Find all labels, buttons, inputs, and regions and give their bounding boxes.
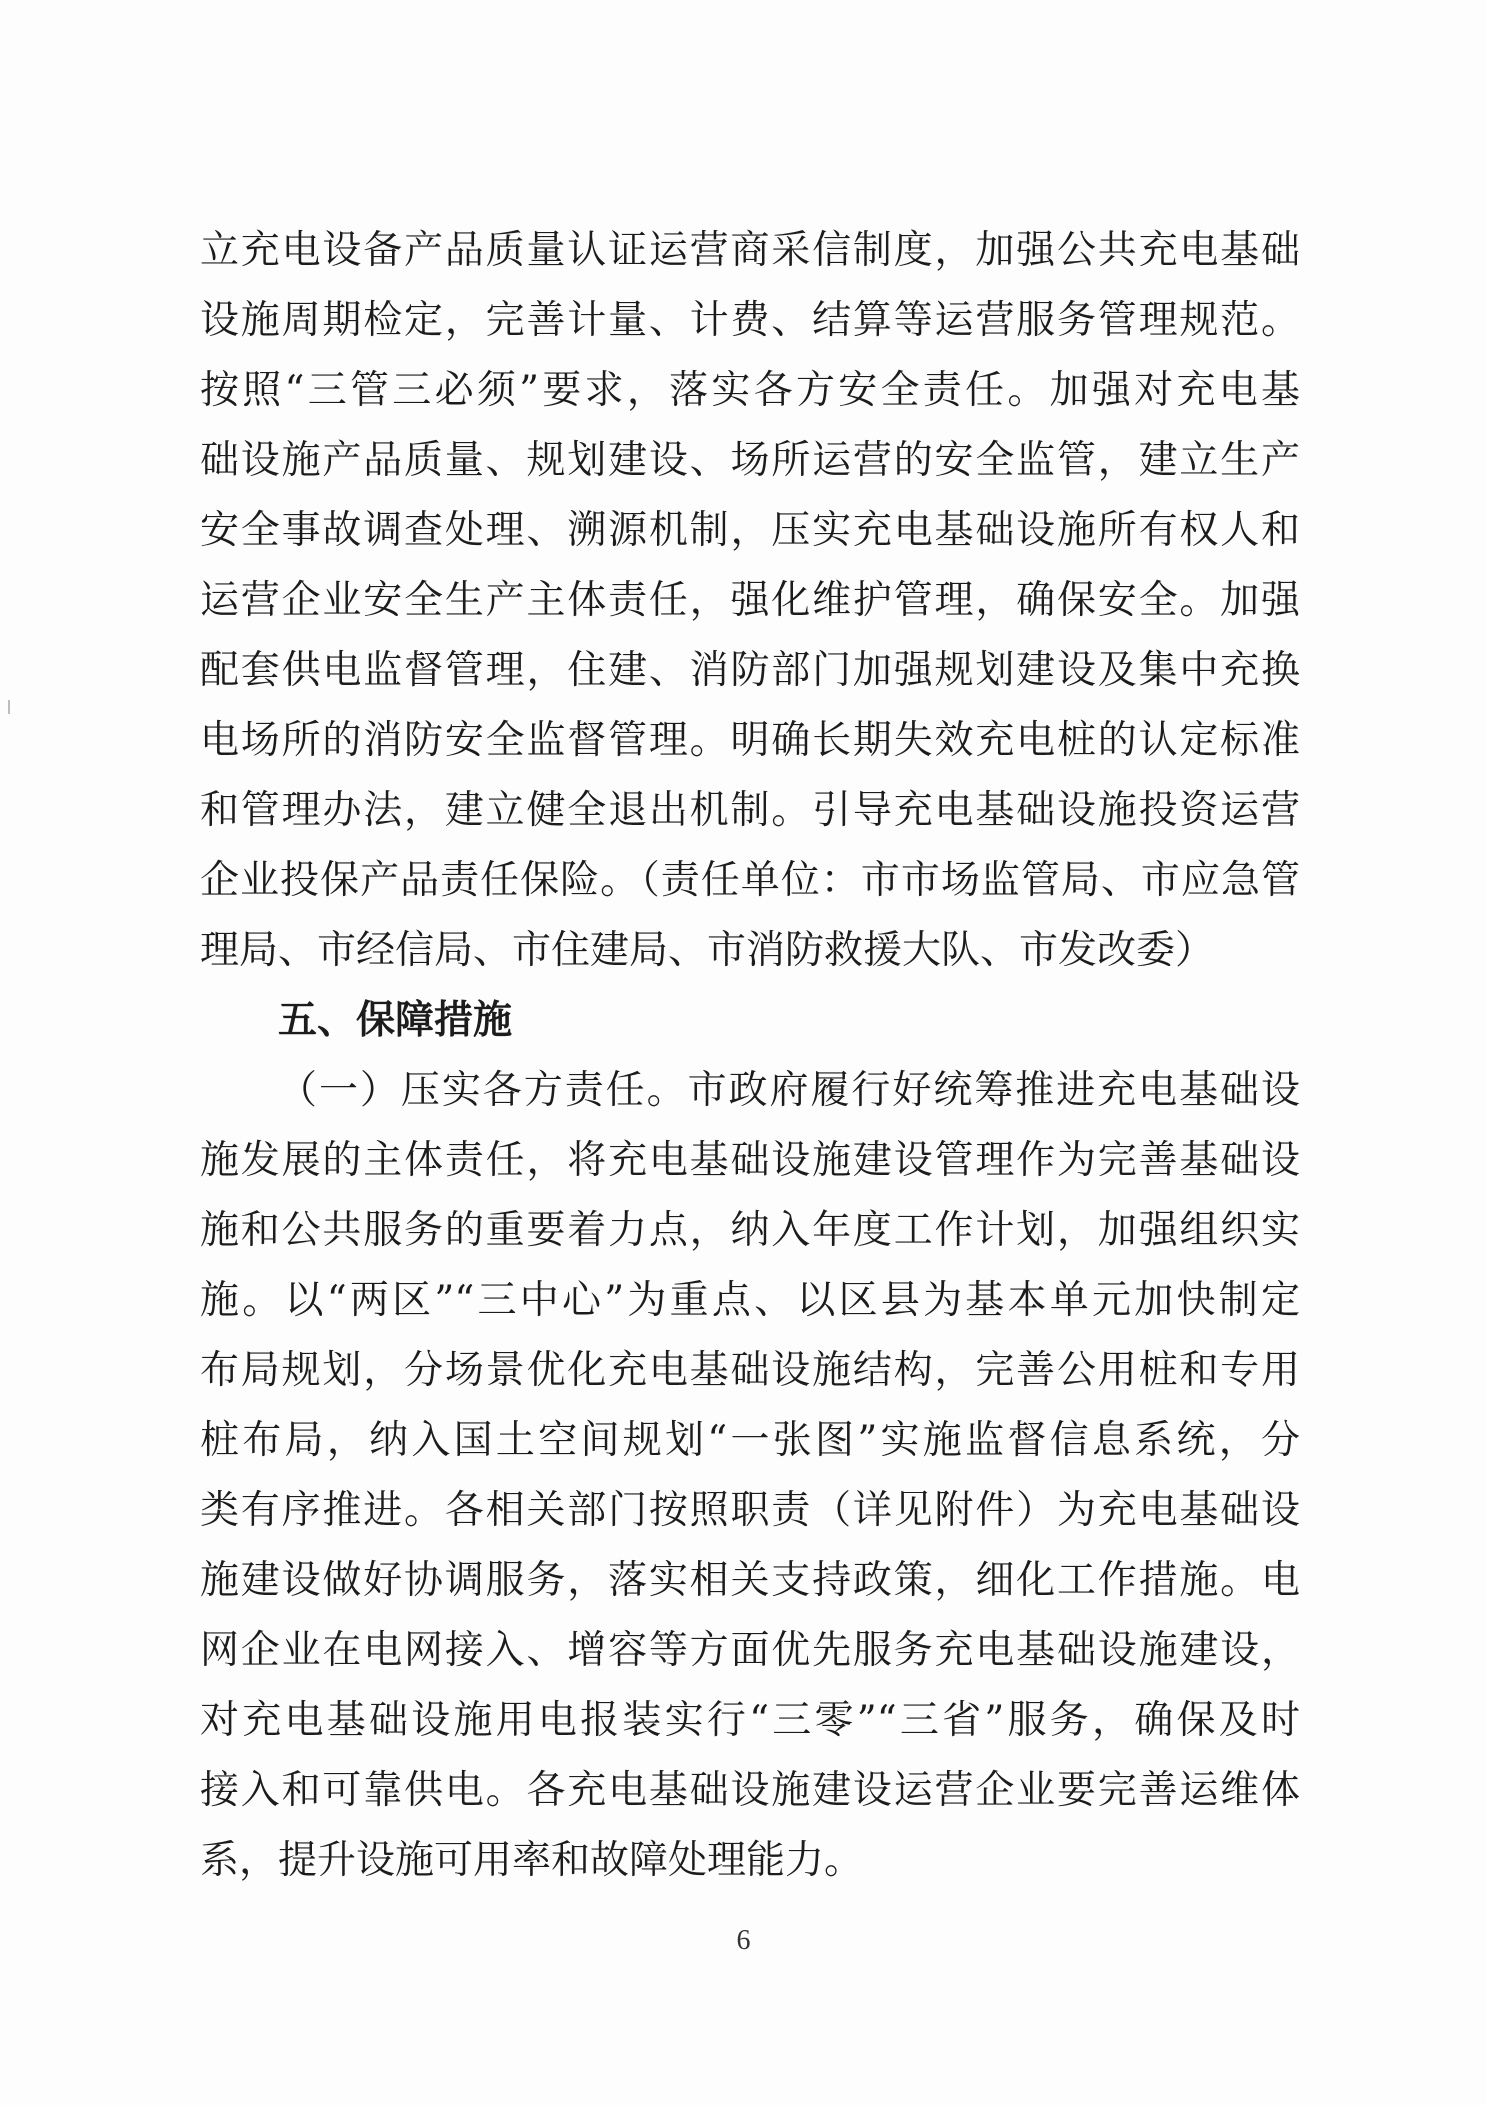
body-line: 企业投保产品责任保险。（责任单位：市市场监管局、市应急管: [200, 858, 1300, 903]
body-line: 安全事故调查处理、溯源机制，压实充电基础设施所有权人和: [200, 508, 1300, 553]
scan-mark: [8, 700, 10, 714]
body-line: 理局、市经信局、市住建局、市消防救援大队、市发改委）: [200, 928, 1215, 973]
body-line: 系，提升设施可用率和故障处理能力。: [200, 1838, 864, 1883]
body-line: 桩布局，纳入国土空间规划“一张图”实施监督信息系统，分: [200, 1418, 1300, 1463]
body-line: 对充电基础设施用电报装实行“三零”“三省”服务，确保及时: [200, 1698, 1300, 1743]
body-line: 类有序推进。各相关部门按照职责（详见附件）为充电基础设: [200, 1488, 1300, 1533]
page-number: 6: [736, 1925, 751, 1956]
body-line: 接入和可靠供电。各充电基础设施建设运营企业要完善运维体: [200, 1768, 1300, 1813]
body-line: 电场所的消防安全监督管理。明确长期失效充电桩的认定标准: [200, 718, 1300, 763]
body-line: 配套供电监督管理，住建、消防部门加强规划建设及集中充换: [200, 648, 1300, 693]
body-line: 网企业在电网接入、增容等方面优先服务充电基础设施建设，: [200, 1628, 1300, 1673]
body-line: 和管理办法，建立健全退出机制。引导充电基础设施投资运营: [200, 788, 1300, 833]
body-line: 按照“三管三必须”要求，落实各方安全责任。加强对充电基: [200, 368, 1300, 413]
body-line: 设施周期检定，完善计量、计费、结算等运营服务管理规范。: [200, 298, 1300, 343]
body-line: 施和公共服务的重要着力点，纳入年度工作计划，加强组织实: [200, 1208, 1300, 1253]
body-line: 础设施产品质量、规划建设、场所运营的安全监管，建立生产: [200, 438, 1300, 483]
body-line: 施发展的主体责任，将充电基础设施建设管理作为完善基础设: [200, 1138, 1300, 1183]
body-line: 施。以“两区”“三中心”为重点、以区县为基本单元加快制定: [200, 1278, 1300, 1323]
body-line: 施建设做好协调服务，落实相关支持政策，细化工作措施。电: [200, 1558, 1300, 1603]
body-line: 运营企业安全生产主体责任，强化维护管理，确保安全。加强: [200, 578, 1300, 623]
body-line: （一）压实各方责任。市政府履行好统筹推进充电基础设: [278, 1068, 1300, 1113]
body-line: 立充电设备产品质量认证运营商采信制度，加强公共充电基础: [200, 228, 1300, 273]
body-line: 布局规划，分场景优化充电基础设施结构，完善公用桩和专用: [200, 1348, 1300, 1393]
section-heading: 五、保障措施: [278, 998, 513, 1043]
